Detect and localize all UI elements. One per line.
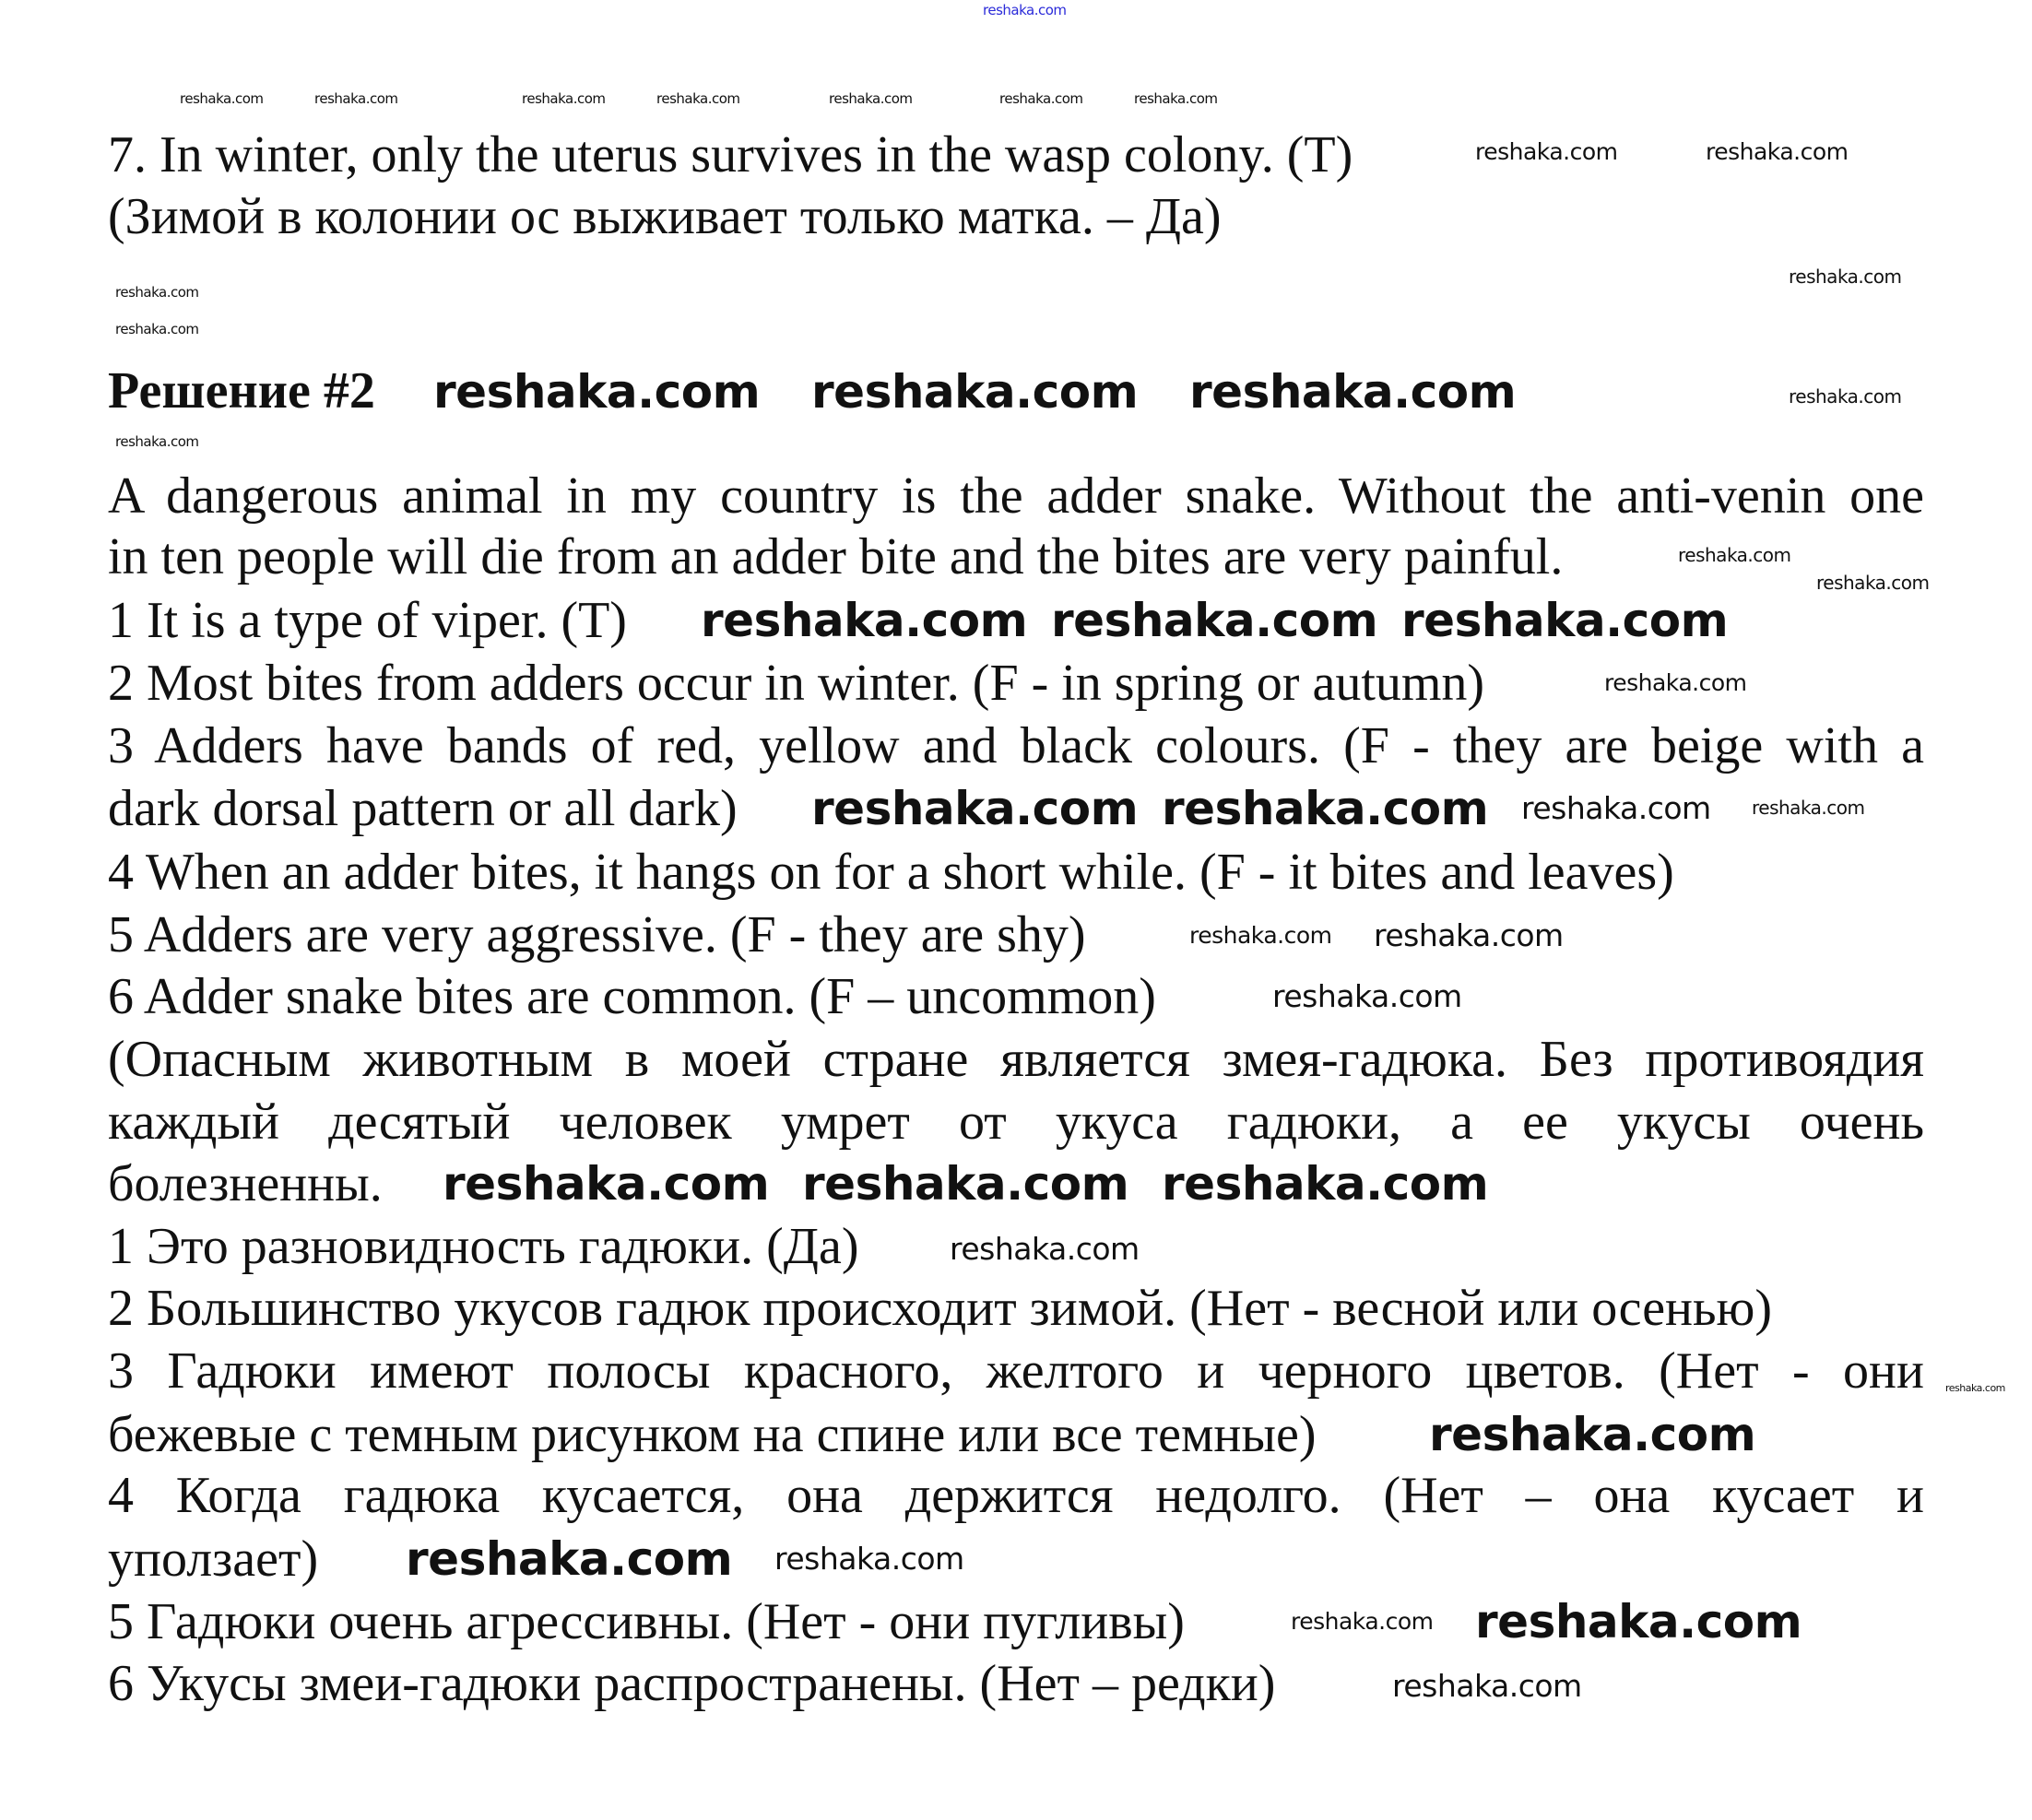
watermark: reshaka.com	[983, 2, 1067, 18]
watermark: reshaka.com	[1475, 1595, 1802, 1649]
watermark: reshaka.com	[774, 1541, 964, 1577]
statement-en: 3 Adders have bands of red, yellow and black colours. (F - they are beige with a	[108, 717, 1924, 774]
translation-intro-line: (Опасным животным в моей стране является змея-гадюка. Без противоядия	[108, 1031, 1924, 1088]
statement-ru: уползает)	[108, 1530, 319, 1588]
watermark: reshaka.com	[1816, 572, 1930, 594]
watermark: reshaka.com	[406, 1532, 733, 1586]
watermark: reshaka.com	[829, 90, 913, 107]
watermark: reshaka.com	[1429, 1408, 1756, 1461]
statement-en: 6 Adder snake bites are common. (F – uncommon)	[108, 968, 1156, 1025]
statement-ru: 2 Большинство укусов гадюк происходит зимой. (Нет - весной или осенью)	[108, 1280, 1773, 1337]
watermark: reshaka.com	[1189, 365, 1517, 419]
statement-en: 1 It is a type of viper. (T)	[108, 592, 627, 649]
watermark: reshaka.com	[1706, 138, 1849, 165]
watermark: reshaka.com	[1521, 790, 1711, 826]
watermark: reshaka.com	[1475, 138, 1618, 165]
watermark: reshaka.com	[1272, 978, 1462, 1014]
statement-ru: 3 Гадюки имеют полосы красного, желтого и черного цветов. (Нет - они	[108, 1342, 1924, 1400]
watermark: reshaka.com	[180, 90, 264, 107]
watermark: reshaka.com	[1945, 1382, 2005, 1394]
watermark: reshaka.com	[950, 1231, 1140, 1267]
watermark: reshaka.com	[1392, 1668, 1582, 1704]
statement-en: dark dorsal pattern or all dark)	[108, 780, 738, 837]
watermark: reshaka.com	[115, 284, 199, 301]
watermark: reshaka.com	[656, 90, 740, 107]
watermark: reshaka.com	[1162, 1157, 1489, 1211]
watermark: reshaka.com	[1604, 669, 1747, 696]
watermark: reshaka.com	[1051, 594, 1378, 647]
statement-ru: 4 Когда гадюка кусается, она держится недолго. (Нет – она кусает и	[108, 1467, 1924, 1524]
answer-7-english: 7. In winter, only the uterus survives in the wasp colony. (T)	[108, 126, 1353, 183]
watermark: reshaka.com	[1134, 90, 1218, 107]
statement-en: 2 Most bites from adders occur in winter. (F - in spring or autumn)	[108, 655, 1485, 712]
statement-en: 5 Adders are very aggressive. (F - they are shy)	[108, 906, 1086, 963]
statement-ru: 6 Укусы змеи-гадюки распространены. (Нет – редки)	[108, 1655, 1276, 1712]
watermark: reshaka.com	[1752, 797, 1865, 819]
watermark: reshaka.com	[1789, 385, 1902, 408]
watermark: reshaka.com	[1401, 594, 1729, 647]
translation-intro-line: болезненны.	[108, 1155, 383, 1212]
watermark: reshaka.com	[1291, 1608, 1434, 1635]
statement-en: 4 When an adder bites, it hangs on for a short while. (F - it bites and leaves)	[108, 844, 1674, 901]
watermark: reshaka.com	[1162, 782, 1489, 835]
watermark: reshaka.com	[999, 90, 1083, 107]
watermark: reshaka.com	[811, 365, 1139, 419]
translation-intro-line: каждый десятый человек умрет от укуса гадюки, а ее укусы очень	[108, 1093, 1924, 1151]
intro-line: A dangerous animal in my country is the adder snake. Without the anti-venin one	[108, 467, 1924, 525]
watermark: reshaka.com	[115, 433, 199, 450]
watermark: reshaka.com	[802, 1157, 1129, 1211]
watermark: reshaka.com	[1189, 922, 1332, 949]
watermark: reshaka.com	[1374, 917, 1564, 953]
statement-ru: 5 Гадюки очень агрессивны. (Нет - они пугливы)	[108, 1593, 1185, 1650]
watermark: reshaka.com	[522, 90, 606, 107]
watermark: reshaka.com	[1678, 544, 1791, 566]
statement-ru: бежевые с темным рисунком на спине или все темные)	[108, 1406, 1317, 1463]
solution-heading: Решение #2	[108, 362, 375, 420]
watermark: reshaka.com	[314, 90, 398, 107]
watermark: reshaka.com	[443, 1157, 770, 1211]
watermark: reshaka.com	[115, 321, 199, 337]
statement-ru: 1 Это разновидность гадюки. (Да)	[108, 1218, 859, 1275]
watermark: reshaka.com	[811, 782, 1139, 835]
watermark: reshaka.com	[1789, 266, 1902, 288]
answer-7-russian: (Зимой в колонии ос выживает только матка. – Да)	[108, 188, 1222, 245]
watermark: reshaka.com	[433, 365, 761, 419]
intro-line: in ten people will die from an adder bite and the bites are very painful.	[108, 528, 1564, 585]
watermark: reshaka.com	[701, 594, 1028, 647]
